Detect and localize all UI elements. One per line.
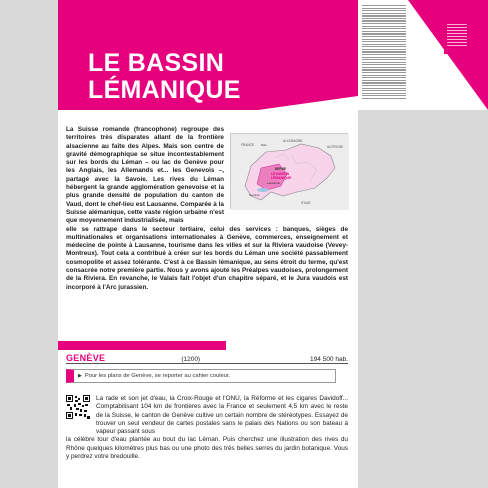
body-paragraph-rest: la célèbre tour d'eau plantée au bout du lac Léman. Puis cherchez une illustration des rives du Rhône quelques kilomètres plus bas ou une photo des très belles serres du jardin botanique. Vous y perdrez votre bredouille. <box>66 436 348 461</box>
map-label-bassin-2: LÉMANIQUE <box>271 176 292 180</box>
body-paragraph-lead: La rade et son jet d'eau, la Croix-Rouge et l'ONU, la Réforme et les cigares Davidoff... Comptabilisant 104 km de frontières avec la France et seulement 4,5 km avec le reste de la Suisse, le canton de Genève cultive un certain nombre de stéréotypes. Essayez de trouver un seul vendeur de cartes postales sans le palais des Nations ou son bateau à vapeur passant sous <box>96 395 348 436</box>
map-label-autriche: AUTRICHE <box>327 145 344 149</box>
chapter-title <box>88 50 241 104</box>
postal-code: (1200) <box>181 356 201 363</box>
chapter-banner <box>58 0 358 110</box>
chapter-title-line2: LÉMANIQUE <box>88 76 241 104</box>
map-label-geneve: Genève <box>249 193 260 197</box>
map-label-france: FRANCE <box>241 143 255 147</box>
qr-code-icon <box>66 395 90 419</box>
adjacent-page-thumbnail <box>358 0 488 110</box>
map-label-bale: Bâle <box>261 143 268 147</box>
population-count: 194 500 hab. <box>310 356 348 363</box>
intro-text <box>66 126 348 292</box>
map-label-bassin-1: LE BASSIN <box>271 172 290 176</box>
map-label-lausanne: Lausanne <box>267 181 281 185</box>
chapter-title-line1: LE BASSIN <box>88 49 225 77</box>
section-title: GENÈVE <box>66 353 106 363</box>
adjacent-page-infobox <box>444 20 470 54</box>
intro-paragraph-bottom: elle se rattrape dans le secteur tertiaire, celui des services : banques, sièges de multinationales et organisations internationales à Genève, commerces, enseignement et médecine de pointe à Lausanne, tourisme dans les villes et sur la Riviera vaudoise (Vevey-Montreux). Tout cela a contribué à créer sur les bords du Léman une société passablement cosmopolite et assez tolérante. C'est à ce Bassin lémanique, au sens étroit du terme, qu'est consacrée notre première partie. Nous y avons ajouté les Préalpes vaudoises, prolongement de la Riviera. En revanche, le Valais fait l'objet d'un chapitre séparé, et le Jura vaudois est incorporé à l'Arc jurassien. <box>66 225 348 291</box>
section-heading-row <box>66 352 348 364</box>
arrow-right-icon: ▶ <box>78 373 82 379</box>
map-label-allemagne: ALLEMAGNE <box>283 139 303 143</box>
section-divider-accent <box>58 341 226 350</box>
cross-reference-note <box>66 369 336 383</box>
map-label-italie: ITALIE <box>301 201 311 205</box>
cross-reference-text: Pour les plans de Genève, se reporter au cahier couleur. <box>84 373 231 379</box>
section-body-text <box>66 395 348 461</box>
adjacent-page-text-column <box>362 5 406 100</box>
intro-paragraph-top: La Suisse romande (francophone) regroupe des territoires très disparates allant de la frontière alsacienne au faîte des Alpes. Mais son centre de gravité démographique se situe incontestablement sur les bords du Léman – ou lac de Genève pour les Anglais, les Allemands et... les Genevois –, partagé avec la Savoie. Les rives du Léman hébergent la grande agglomération genevoise et la plus grande densité de population du canton de Vaud, dont le chef-lieu est Lausanne. Comparée à la Suisse alémanique, cette vaste région urbaine n'est que moyennement industrialisée, mais <box>66 126 224 225</box>
map-label-berne: BERNE <box>275 167 287 171</box>
book-page <box>58 0 358 488</box>
